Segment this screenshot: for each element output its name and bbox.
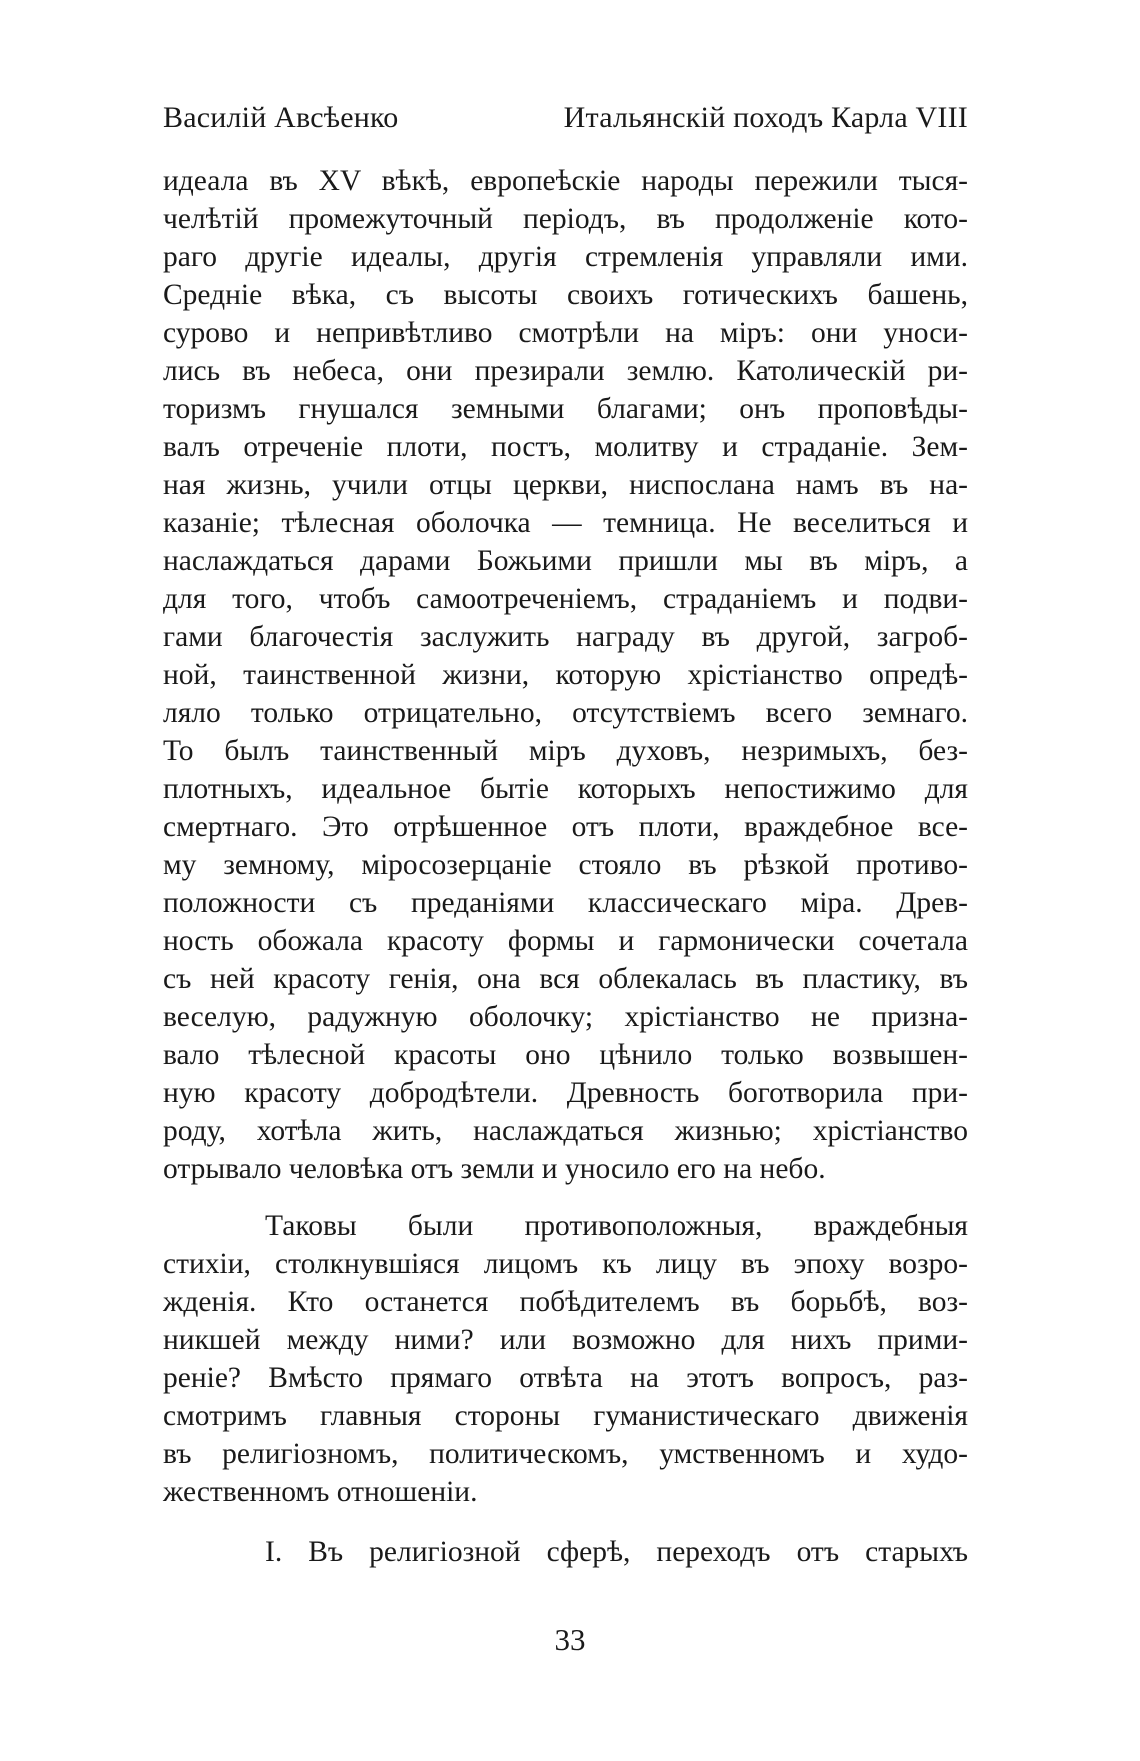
text-line: му земному, міросозерцаніе стояло въ рѣзкой противо- xyxy=(163,849,968,881)
text-line: веселую, радужную оболочку; хрістіанство не призна- xyxy=(163,1001,968,1033)
text-line: смотримъ главныя стороны гуманистическаго движенія xyxy=(163,1400,968,1432)
text-line: I. Въ религіозной сферѣ, переходъ отъ старыхъ xyxy=(265,1536,968,1568)
text-line: никшей между ними? или возможно для нихъ прими- xyxy=(163,1324,968,1356)
text-line: положности съ преданіями классическаго міра. Древ- xyxy=(163,887,968,919)
running-header xyxy=(163,98,968,138)
text-line: ной, таинственной жизни, которую хрістіанство опредѣ- xyxy=(163,659,968,691)
text-line: для того, чтобъ самоотреченіемъ, страданіемъ и подви- xyxy=(163,583,968,615)
text-line: Средніе вѣка, съ высоты своихъ готическихъ башень, xyxy=(163,279,968,311)
text-line: ляло только отрицательно, отсутствіемъ всего земнаго. xyxy=(163,697,968,729)
text-line: отрывало человѣка отъ земли и уносило его на небо. xyxy=(163,1153,826,1185)
text-line: жественномъ отношеніи. xyxy=(163,1476,478,1508)
text-line: плотныхъ, идеальное бытіе которыхъ непостижимо для xyxy=(163,773,968,805)
text-line: валъ отреченіе плоти, постъ, молитву и страданіе. Зем- xyxy=(163,431,968,463)
header-author: Василій Авсѣенко xyxy=(163,101,399,134)
text-line: То былъ таинственный міръ духовъ, незримыхъ, без- xyxy=(163,735,968,767)
text-line: ность обожала красоту формы и гармонически сочетала xyxy=(163,925,968,957)
text-line: ную красоту добродѣтели. Древность боготворила при- xyxy=(163,1077,968,1109)
paragraph-2 xyxy=(163,1207,968,1511)
text-line: казаніе; тѣлесная оболочка — темница. Не веселиться и xyxy=(163,507,968,539)
text-line: вало тѣлесной красоты оно цѣнило только возвышен- xyxy=(163,1039,968,1071)
text-line: съ ней красоту генія, она вся облекалась въ пластику, въ xyxy=(163,963,968,995)
text-line: торизмъ гнушался земными благами; онъ проповѣды- xyxy=(163,393,968,425)
text-line: челѣтій промежуточный періодъ, въ продолженіе кото- xyxy=(163,203,968,235)
header-title: Итальянскій походъ Карла VIII xyxy=(563,101,968,134)
text-line: реніе? Вмѣсто прямаго отвѣта на этотъ вопросъ, раз- xyxy=(163,1362,968,1394)
text-line: лись въ небеса, они презирали землю. Католическій ри- xyxy=(163,355,968,387)
page-number: 33 xyxy=(554,1622,586,1657)
text-line: въ религіозномъ, политическомъ, умственномъ и худо- xyxy=(163,1438,968,1470)
text-line: гами благочестія заслужить награду въ другой, загроб- xyxy=(163,621,968,653)
text-line: наслаждаться дарами Божьими пришли мы въ міръ, а xyxy=(163,545,968,577)
text-line: стихіи, столкнувшіяся лицомъ къ лицу въ эпоху возро- xyxy=(163,1248,968,1280)
text-line: жденія. Кто останется побѣдителемъ въ борьбѣ, воз- xyxy=(163,1286,968,1318)
paragraph-3 xyxy=(163,1533,968,1571)
text-line: раго другіе идеалы, другія стремленія управляли ими. xyxy=(163,241,968,273)
text-line: смертнаго. Это отрѣшенное отъ плоти, враждебное все- xyxy=(163,811,968,843)
text-line: Таковы были противоположныя, враждебныя xyxy=(265,1210,968,1242)
text-line: сурово и непривѣтливо смотрѣли на міръ: они уноси- xyxy=(163,317,968,349)
paragraph-1 xyxy=(163,162,968,1188)
text-line: идеала въ XV вѣкѣ, европеѣскіе народы пережили тыся- xyxy=(163,165,968,197)
text-line: ная жизнь, учили отцы церкви, ниспослана намъ въ на- xyxy=(163,469,968,501)
text-line: роду, хотѣла жить, наслаждаться жизнью; хрістіанство xyxy=(163,1115,968,1147)
